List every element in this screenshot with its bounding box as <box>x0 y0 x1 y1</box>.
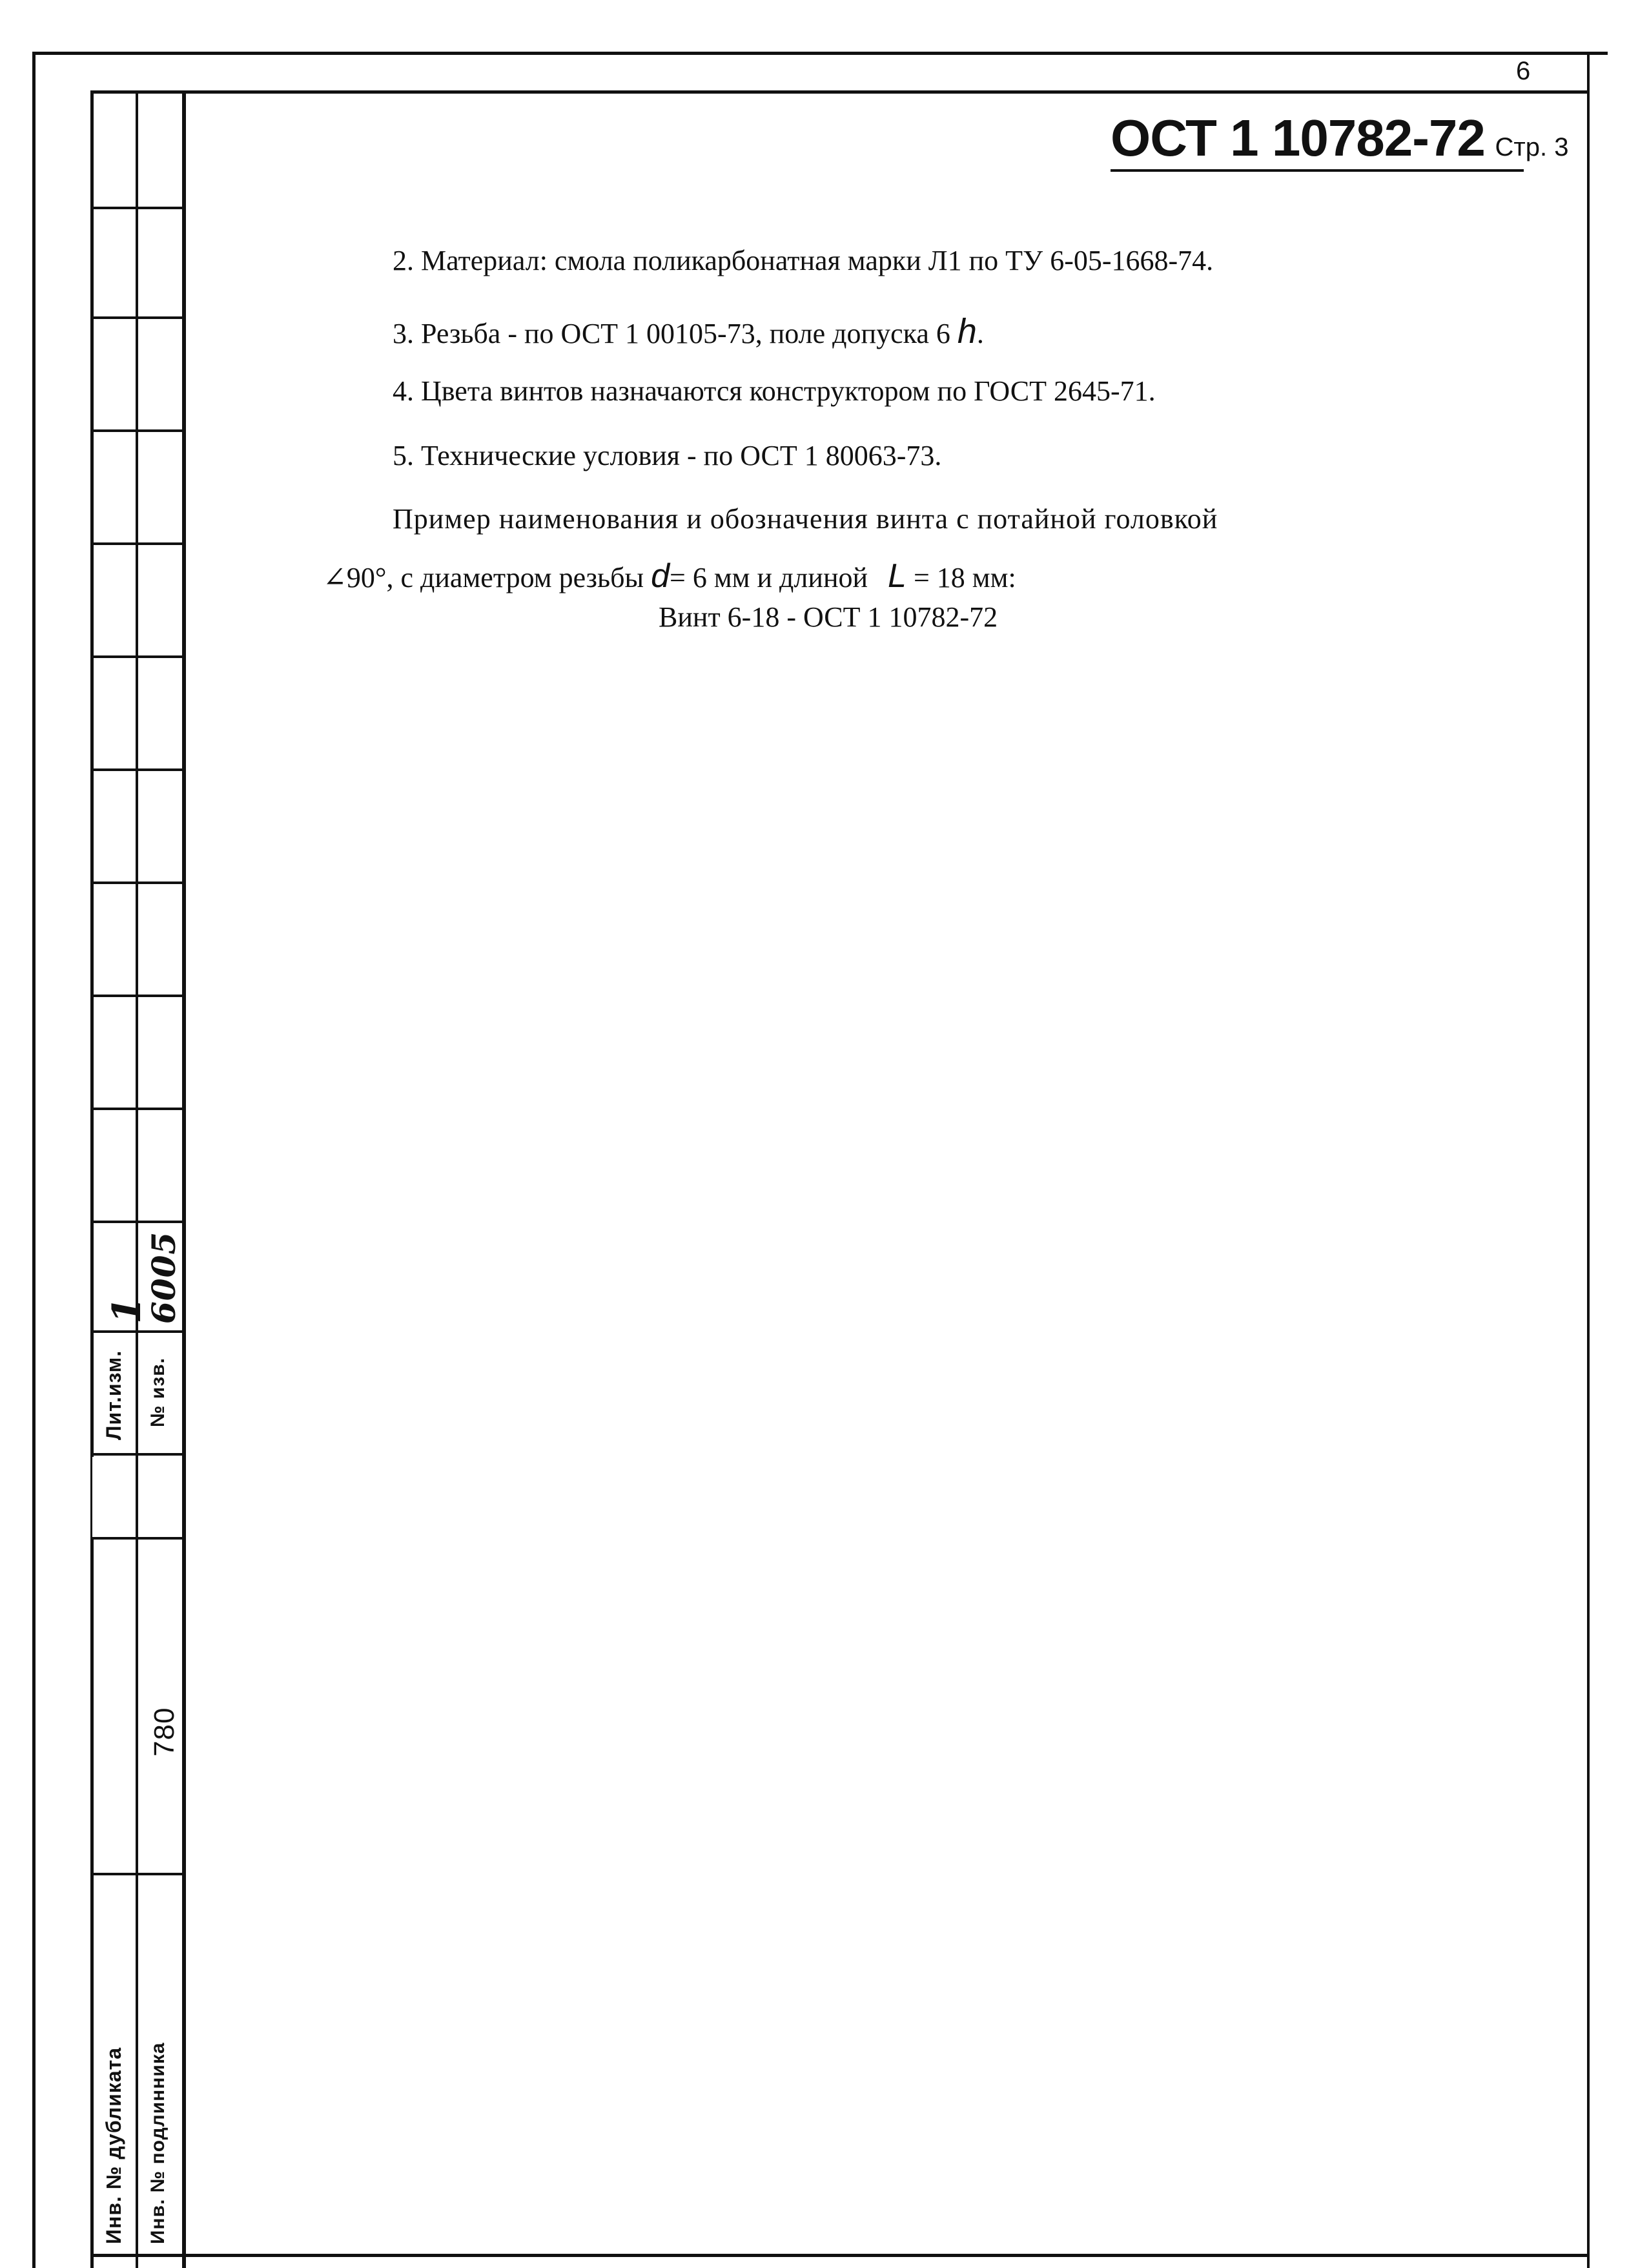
example-line-2c: = 18 мм: <box>913 562 1016 593</box>
stamp-row-divider <box>90 655 184 658</box>
stamp-row-divider <box>90 1453 184 1456</box>
designation: Винт 6-18 - ОСТ 1 10782-72 <box>659 601 998 633</box>
stamp-no-izv-value: 6005 <box>145 1231 183 1324</box>
stamp-row-divider <box>90 1537 184 1540</box>
item-3-text-after: . <box>976 318 984 349</box>
stamp-row-divider <box>90 881 184 884</box>
item-4 <box>393 375 1156 407</box>
stamp-gap <box>92 1457 135 1538</box>
item-3-text: Резьба - по ОСТ 1 00105-73, поле допуска 6 <box>421 318 950 349</box>
L-symbol: L <box>888 557 906 595</box>
stamp-row-divider <box>90 542 184 545</box>
page-number: 6 <box>1516 57 1531 85</box>
stamp-row-divider <box>90 316 184 319</box>
frame-bottom-border <box>90 2254 1587 2257</box>
item-3 <box>393 311 984 351</box>
inner-left-border <box>182 90 186 2268</box>
frame-left-border <box>32 52 36 2268</box>
stamp-row-divider <box>90 1221 184 1223</box>
stamp-row-divider <box>90 1108 184 1110</box>
item-2-num: 2. <box>393 245 414 276</box>
item-2 <box>393 244 1213 277</box>
example-line-2b: = 6 мм и длиной <box>670 562 868 593</box>
item-4-num: 4. <box>393 375 414 407</box>
stamp-row-divider <box>90 207 184 209</box>
item-5 <box>393 439 941 472</box>
angle-value: ∠90° <box>323 562 387 593</box>
example-line-2a: , с диаметром резьбы <box>386 562 644 593</box>
stamp-row-divider <box>90 995 184 997</box>
stamp-outer-left <box>90 90 94 2268</box>
item-5-text: Технические условия - по ОСТ 1 80063-73. <box>421 440 942 471</box>
stamp-lit-izm-value: 1 <box>105 1296 150 1324</box>
stamp-no-izv-label: № изв. <box>147 1357 169 1427</box>
example-line-1: Пример наименования и обозначения винта с потайной головкой <box>393 503 1218 535</box>
example-line-2 <box>323 557 1016 595</box>
stamp-inv-podl-label: Инв. № подлинника <box>147 2042 169 2244</box>
stamp-lit-izm-label: Лит.изм. <box>102 1350 125 1440</box>
stamp-row-divider <box>90 1330 184 1333</box>
frame-top-border <box>32 52 1608 55</box>
item-2-text: Материал: смола поликарбонатная марки Л1 по ТУ 6-05-1668-74. <box>421 245 1214 276</box>
doc-code: ОСТ 1 10782-72 <box>1111 109 1485 167</box>
page-label: Стр. 3 <box>1495 133 1569 161</box>
stamp-row-divider <box>90 768 184 771</box>
stamp-inv-dubl-label: Инв. № дубликата <box>102 2046 125 2244</box>
stamp-row-divider <box>90 429 184 432</box>
header-underline <box>1111 169 1524 172</box>
stamp-middle-divider <box>136 90 138 2268</box>
doc-header <box>1111 108 1568 168</box>
frame-right-border <box>1587 52 1590 2268</box>
item-4-text: Цвета винтов назначаются конструктором по ГОСТ 2645-71. <box>421 375 1156 407</box>
d-symbol: d <box>651 557 670 595</box>
stamp-inv-podl-value: 780 <box>149 1707 180 1757</box>
item-3-symbol: h <box>957 312 977 351</box>
inner-top-border <box>90 90 1587 94</box>
stamp-row-divider <box>90 1873 184 1875</box>
item-3-num: 3. <box>393 318 414 349</box>
item-5-num: 5. <box>393 440 414 471</box>
